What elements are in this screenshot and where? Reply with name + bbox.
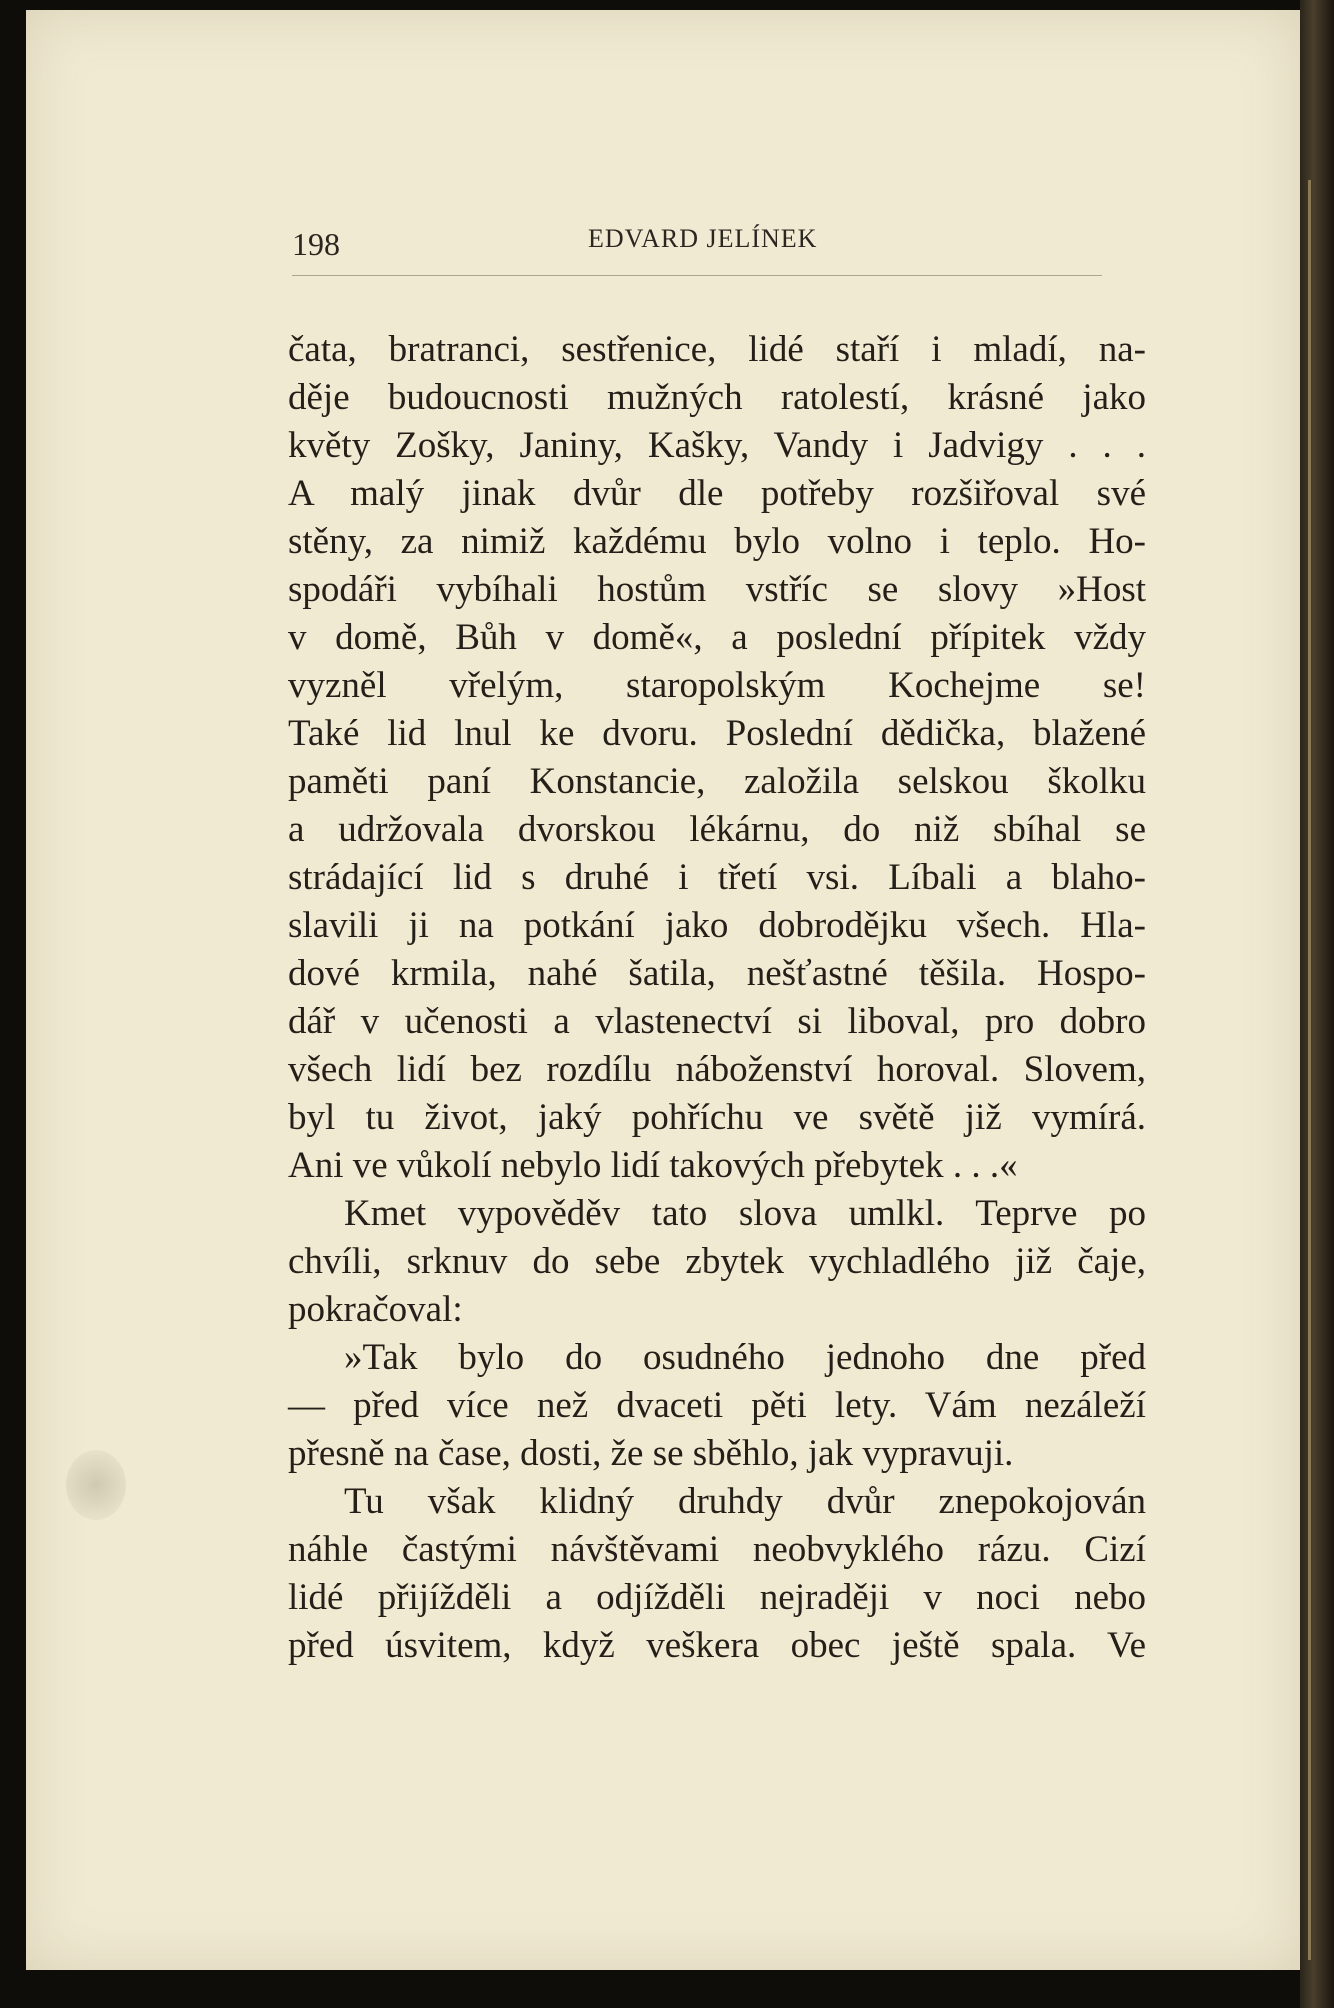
text-line: pokračoval: [288, 1289, 463, 1330]
text-line: čata, bratranci, sestřenice, lidé staří i mladí, na- [288, 329, 1146, 370]
text-line: vyzněl vřelým, staropolským Kochejme se! [288, 665, 1146, 706]
text-line: A malý jinak dvůr dle potřeby rozšiřoval své [288, 473, 1146, 514]
text-line: v domě, Bůh v domě«, a poslední přípitek vždy [288, 617, 1146, 658]
text-line: Také lid lnul ke dvoru. Poslední dědička, blažené [288, 713, 1146, 754]
text-line: paměti paní Konstancie, založila selskou školku [288, 761, 1146, 802]
running-title: EDVARD JELÍNEK [588, 224, 818, 253]
spine-edge [1308, 180, 1311, 1960]
text-line: »Tak bylo do osudného jednoho dne před [344, 1337, 1146, 1378]
text-line: chvíli, srknuv do sebe zbytek vychladlého již čaje, [288, 1241, 1146, 1282]
text-line: — před více než dvaceti pěti lety. Vám nezáleží [288, 1385, 1146, 1426]
text-line: náhle častými návštěvami neobvyklého rázu. Cizí [288, 1529, 1146, 1570]
header-rule [292, 275, 1102, 276]
page-smudge [66, 1450, 126, 1520]
text-line: přesně na čase, dosti, že se sběhlo, jak vypravuji. [288, 1433, 1014, 1474]
text-line: Kmet vypověděv tato slova umlkl. Teprve po [344, 1193, 1146, 1234]
page-number: 198 [292, 226, 340, 262]
text-line: lidé přijížděli a odjížděli nejraději v noci nebo [288, 1577, 1146, 1618]
text-line: před úsvitem, když veškera obec ještě spala. Ve [288, 1625, 1146, 1666]
text-line: Tu však klidný druhdy dvůr znepokojován [344, 1481, 1146, 1522]
text-line: slavili ji na potkání jako dobrodějku všech. Hla- [288, 905, 1146, 946]
text-line: stěny, za nimiž každému bylo volno i teplo. Ho- [288, 521, 1146, 562]
text-line: dové krmila, nahé šatila, nešťastné těšila. Hospo- [288, 953, 1146, 994]
running-head [292, 220, 1102, 280]
text-line: spodáři vybíhali hostům vstříc se slovy »Host [288, 569, 1146, 610]
body-text [288, 326, 1146, 1670]
text-line: děje budoucnosti mužných ratolestí, krásné jako [288, 377, 1146, 418]
text-line: byl tu život, jaký pohříchu ve světě již vymírá. [288, 1097, 1146, 1138]
text-line: a udržovala dvorskou lékárnu, do niž sbíhal se [288, 809, 1146, 850]
text-line: Ani ve vůkolí nebylo lidí takových přebytek . . .« [288, 1145, 1018, 1186]
text-line: strádající lid s druhé i třetí vsi. Líbali a blaho- [288, 857, 1146, 898]
text-line: květy Zošky, Janiny, Kašky, Vandy i Jadvigy . . . [288, 425, 1146, 466]
text-line: všech lidí bez rozdílu náboženství horoval. Slovem, [288, 1049, 1146, 1090]
book-spine [1300, 0, 1334, 2008]
text-line: dář v učenosti a vlastenectví si liboval, pro dobro [288, 1001, 1146, 1042]
